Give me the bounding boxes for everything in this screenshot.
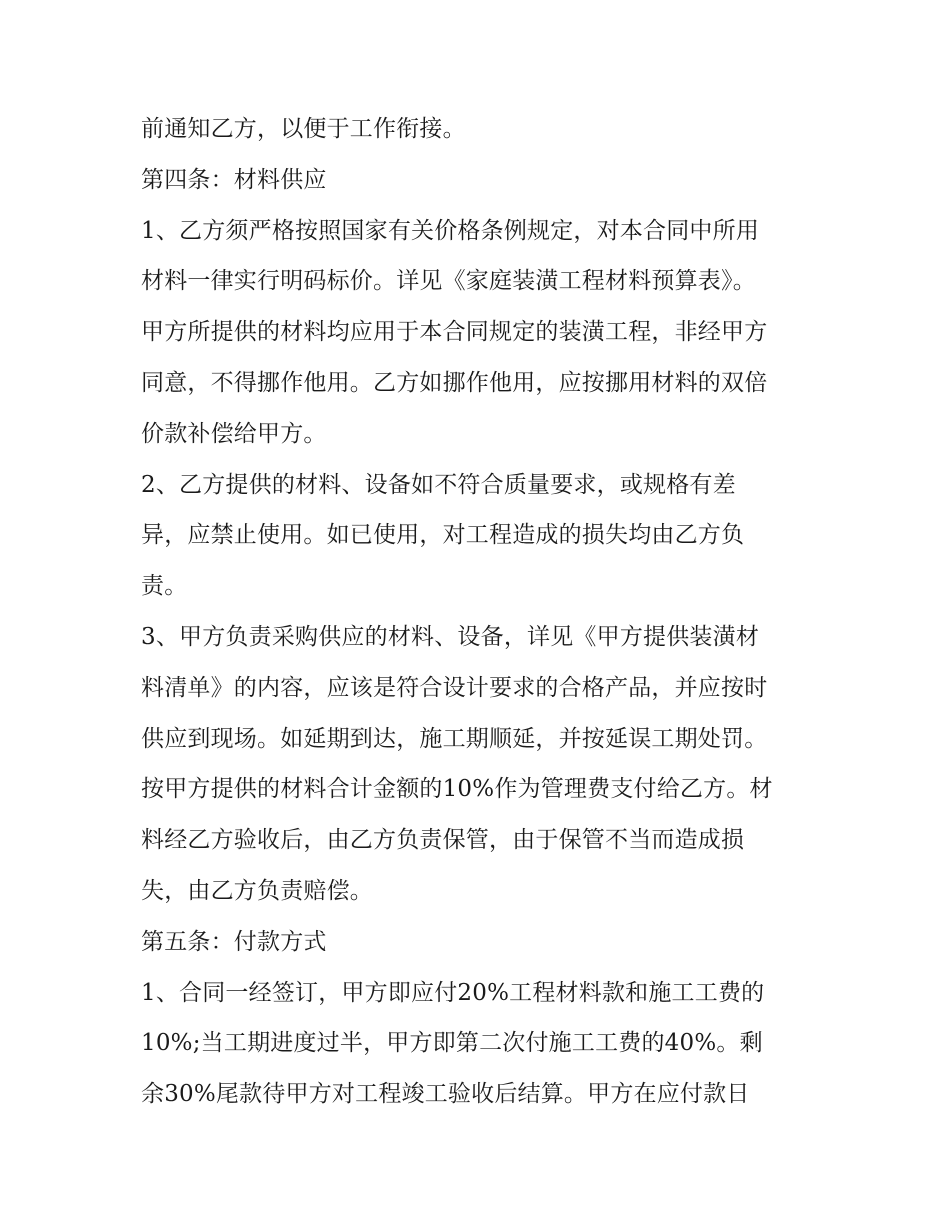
contract-body — [141, 104, 831, 1120]
section-heading-article-4: 第四条：材料供应 — [141, 166, 327, 193]
text-line: 1、合同一经签订，甲方即应付20%工程材料款和施工工费的 — [141, 979, 765, 1006]
text-line: 按甲方提供的材料合计金额的10%作为管理费支付给乙方。材 — [141, 776, 773, 803]
section-heading-article-5: 第五条：付款方式 — [141, 928, 327, 955]
text-line: 异，应禁止使用。如已使用，对工程造成的损失均由乙方负 — [141, 522, 745, 549]
text-line: 价款补偿给甲方。 — [141, 420, 327, 447]
text-line: 3、甲方负责采购供应的材料、设备，详见《甲方提供装潢材 — [141, 623, 760, 650]
text-line: 10%;当工期进度过半，甲方即第二次付施工工费的40%。剩 — [141, 1030, 763, 1057]
text-line: 前通知乙方，以便于工作衔接。 — [141, 116, 466, 142]
text-line: 1、乙方须严格按照国家有关价格条例规定，对本合同中所用 — [141, 217, 760, 244]
text-line: 甲方所提供的材料均应用于本合同规定的装潢工程，非经甲方 — [141, 319, 768, 346]
text-line: 料经乙方验收后，由乙方负责保管，由于保管不当而造成损 — [141, 827, 745, 854]
text-line: 料清单》的内容，应该是符合设计要求的合格产品，并应按时 — [141, 674, 768, 701]
text-line: 责。 — [141, 573, 188, 600]
text-line: 余30%尾款待甲方对工程竣工验收后结算。甲方在应付款日 — [141, 1081, 750, 1108]
text-line: 供应到现场。如延期到达，施工期顺延，并按延误工期处罚。 — [141, 725, 768, 752]
text-line: 2、乙方提供的材料、设备如不符合质量要求，或规格有差 — [141, 471, 736, 498]
text-line: 失，由乙方负责赔偿。 — [141, 877, 373, 904]
text-line: 材料一律实行明码标价。详见《家庭装潢工程材料预算表》。 — [141, 268, 756, 295]
text-line: 同意，不得挪作他用。乙方如挪作他用，应按挪用材料的双倍 — [141, 369, 768, 396]
